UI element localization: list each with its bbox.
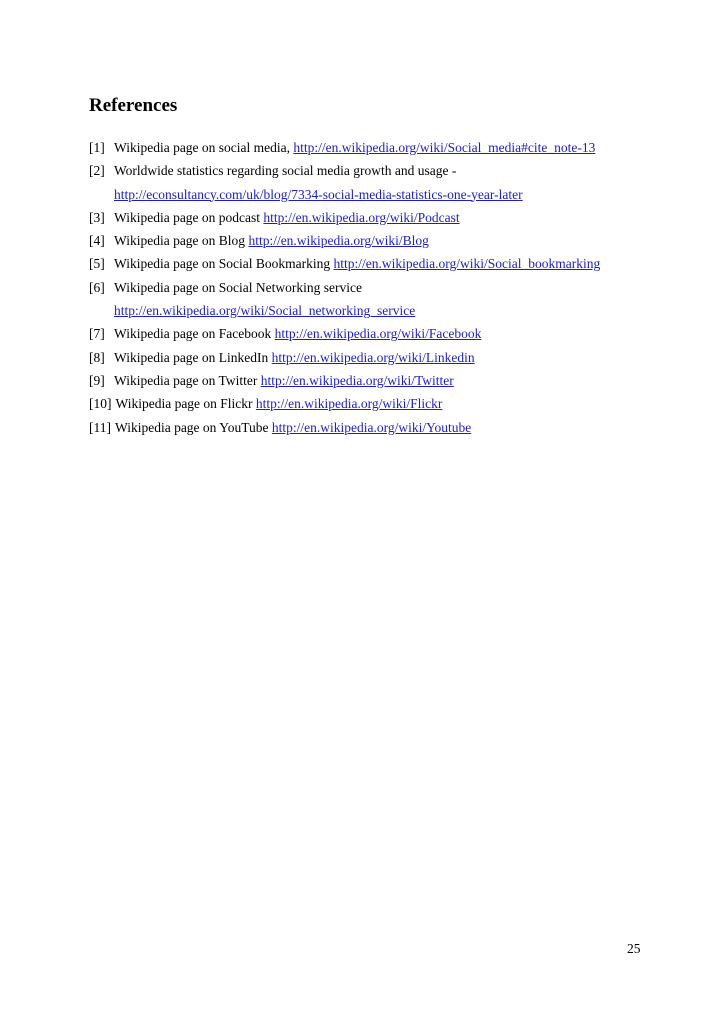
reference-number: [5]	[89, 256, 105, 272]
reference-number: [6]	[89, 279, 105, 295]
reference-link[interactable]: http://en.wikipedia.org/wiki/Facebook	[274, 326, 482, 342]
reference-text: Worldwide statistics regarding social media growth and usage -	[114, 163, 457, 179]
reference-number: [11]	[89, 419, 111, 435]
reference-body	[114, 229, 709, 252]
reference-link[interactable]: http://econsultancy.com/uk/blog/7334-social-media-statistics-one-year-later	[114, 186, 523, 202]
reference-number: [3]	[89, 209, 105, 225]
reference-number: [8]	[89, 349, 105, 365]
reference-text: Wikipedia page on LinkedIn	[114, 349, 269, 365]
reference-link[interactable]: http://en.wikipedia.org/wiki/Youtube	[271, 419, 472, 435]
reference-body	[114, 276, 709, 323]
reference-body	[115, 416, 709, 439]
reference-text: Wikipedia page on Social Networking service	[114, 279, 363, 295]
reference-body	[114, 252, 709, 275]
reference-link[interactable]: http://en.wikipedia.org/wiki/Flickr	[255, 396, 443, 412]
reference-text: Wikipedia page on Social Bookmarking	[114, 256, 331, 272]
reference-number: [4]	[89, 233, 105, 249]
reference-text: Wikipedia page on Blog	[114, 233, 246, 249]
reference-link[interactable]: http://en.wikipedia.org/wiki/Social_networking_service	[114, 303, 416, 319]
reference-text: Wikipedia page on Twitter	[114, 372, 258, 388]
reference-number: [2]	[89, 163, 105, 179]
reference-text: Wikipedia page on Flickr	[115, 396, 253, 412]
reference-item-3	[89, 206, 709, 229]
reference-item-5	[89, 252, 709, 275]
reference-number: [7]	[89, 326, 105, 342]
reference-body	[116, 392, 710, 415]
reference-number: [1]	[89, 140, 105, 155]
reference-link[interactable]: http://en.wikipedia.org/wiki/Blog	[248, 233, 429, 249]
reference-item-8	[89, 346, 709, 369]
reference-item-6	[89, 276, 709, 323]
reference-text: Wikipedia page on YouTube	[115, 419, 269, 435]
reference-item-11	[89, 416, 709, 439]
reference-item-4	[89, 229, 709, 252]
reference-list	[89, 136, 709, 439]
reference-body	[114, 206, 709, 229]
reference-body	[114, 369, 709, 392]
reference-number: [10]	[89, 396, 112, 412]
reference-item-10	[89, 392, 709, 415]
reference-body	[114, 136, 709, 159]
reference-body	[114, 159, 709, 206]
reference-link[interactable]: http://en.wikipedia.org/wiki/Twitter	[260, 372, 454, 388]
reference-body	[114, 346, 709, 369]
reference-text: Wikipedia page on podcast	[114, 209, 261, 225]
reference-link[interactable]: http://en.wikipedia.org/wiki/Social_media#cite_note-13	[293, 140, 596, 155]
references-heading: References	[89, 95, 178, 116]
reference-link[interactable]: http://en.wikipedia.org/wiki/Podcast	[263, 209, 460, 225]
reference-number: [9]	[89, 372, 105, 388]
reference-link[interactable]: http://en.wikipedia.org/wiki/Linkedin	[271, 349, 475, 365]
reference-item-1	[89, 136, 709, 159]
reference-item-7	[89, 322, 709, 345]
page-number: 25	[627, 941, 641, 956]
reference-link[interactable]: http://en.wikipedia.org/wiki/Social_bookmarking	[333, 256, 601, 272]
reference-text: Wikipedia page on social media,	[114, 140, 291, 155]
reference-body	[114, 322, 709, 345]
reference-item-9	[89, 369, 709, 392]
reference-item-2	[89, 159, 709, 206]
reference-text: Wikipedia page on Facebook	[114, 326, 272, 342]
